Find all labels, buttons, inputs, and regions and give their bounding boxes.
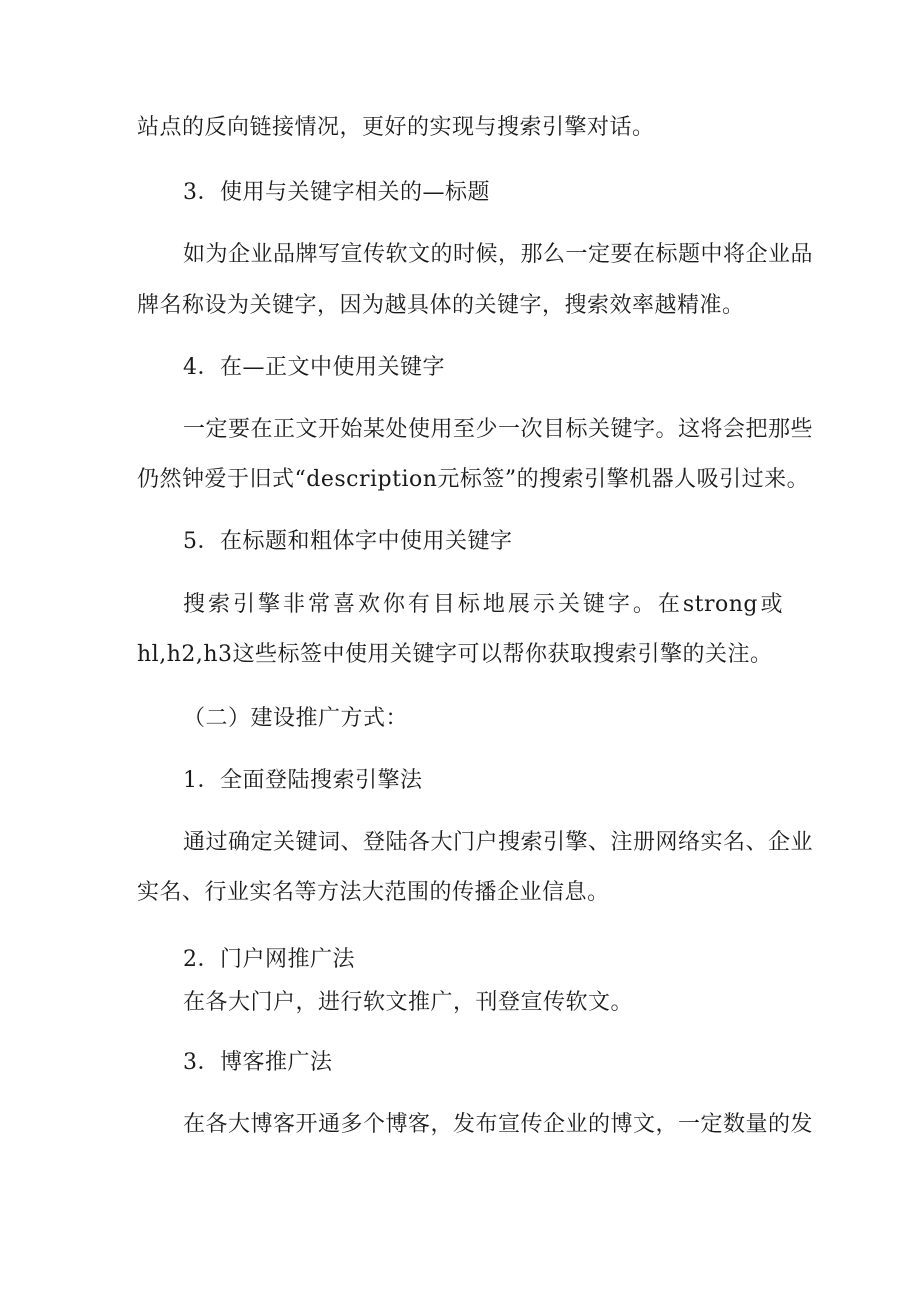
paragraph-line: 如为企业品牌写宣传软文的时候，那么一定要在标题中将企业品 <box>183 242 814 267</box>
section-heading: （二）建设推广方式： <box>183 706 409 731</box>
paragraph-line: 搜索引擎非常喜欢你有目标地展示关键字。在strong或 <box>183 592 783 617</box>
paragraph-line: 在各大博客开通多个博客，发布宣传企业的博文，一定数量的发 <box>183 1112 814 1137</box>
paragraph-line: 实名、行业实名等方法大范围的传播企业信息。 <box>137 880 610 905</box>
section-heading: 4．在—正文中使用关键字 <box>183 355 445 380</box>
section-heading: 3．使用与关键字相关的—标题 <box>183 180 490 205</box>
paragraph-line: 通过确定关键词、登陆各大门户搜索引擎、注册网络实名、企业 <box>183 830 814 855</box>
section-heading: 5．在标题和粗体字中使用关键字 <box>183 529 513 554</box>
paragraph-line: 在各大门户，进行软文推广，刊登宣传软文。 <box>183 990 634 1015</box>
paragraph-line: 牌名称设为关键字，因为越具体的关键字，搜索效率越精准。 <box>137 293 745 318</box>
paragraph-line: 站点的反向链接情况，更好的实现与搜索引擎对话。 <box>137 115 655 140</box>
section-heading: 3．博客推广法 <box>183 1050 333 1075</box>
paragraph-line: 仍然钟爱于旧式“description元标签”的搜索引擎机器人吸引过来。 <box>137 467 810 492</box>
section-heading: 2．门户网推广法 <box>183 947 355 972</box>
paragraph-line: 一定要在正文开始某处使用至少一次目标关键字。这将会把那些 <box>183 417 814 442</box>
paragraph-line: hl,h2,h3这些标签中使用关键字可以帮你获取搜索引擎的关注。 <box>137 642 773 667</box>
section-heading: 1．全面登陆搜索引擎法 <box>183 768 423 793</box>
